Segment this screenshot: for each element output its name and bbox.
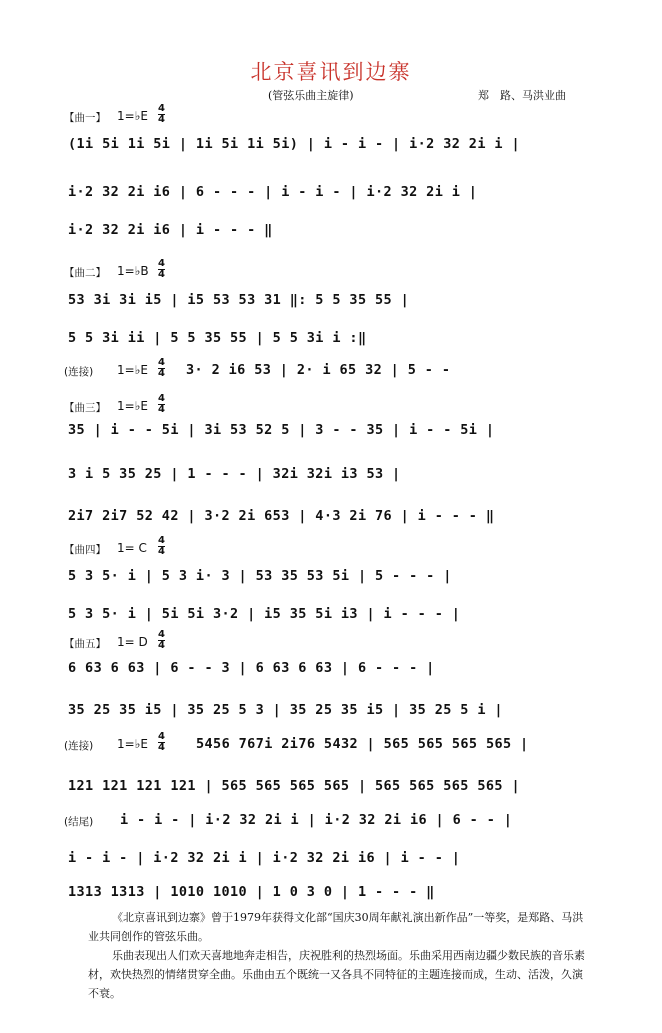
notation-line: 121 121 121 121 | 565 565 565 565 | 565 565 565 565 | — [68, 778, 520, 794]
time-signature-bottom: 4 — [158, 404, 165, 415]
key-signature: 1= C — [117, 541, 147, 555]
time-signature-bottom: 4 — [158, 114, 165, 125]
notation-line: i - i - | i·2 32 2i i | i·2 32 2i i6 | i - - | — [68, 850, 461, 866]
key-signature: 1=♭E — [117, 737, 148, 751]
time-signature-bottom: 4 — [158, 742, 165, 753]
key-signature: 1=♭E — [117, 399, 148, 413]
time-signature-top: 4 — [158, 629, 165, 640]
notation-line: 5 5 3i ii | 5 5 35 55 | 5 5 3i i :‖ — [68, 330, 367, 346]
time-signature-bottom: 4 — [158, 269, 165, 280]
key-signature: 1= D — [117, 635, 148, 649]
notation-line: (1i 5i 1i 5i | 1i 5i 1i 5i) | i - i - | i·2 32 2i i | — [68, 136, 520, 152]
section-label: (连接) — [64, 366, 94, 378]
time-signature-top: 4 — [158, 731, 165, 742]
score-subtitle: (管弦乐曲主旋律) — [268, 89, 354, 102]
description — [88, 908, 588, 1003]
notation-line: 6 63 6 63 | 6 - - 3 | 6 63 6 63 | 6 - - - | — [68, 660, 435, 676]
notation-line: 5 3 5· i | 5 3 i· 3 | 53 35 53 5i | 5 - - - | — [68, 568, 452, 584]
section-label: 【曲一】 — [64, 112, 106, 124]
score-title: 北京喜讯到边寨 — [250, 60, 412, 84]
description-paragraph-1: 《北京喜讯到边寨》曾于1979年获得文化部“国庆30周年献礼演出新作品”一等奖，是郑路、马洪业共同创作的管弦乐曲。 — [88, 911, 584, 943]
time-signature — [158, 104, 165, 125]
notation-line: 5456 767i 2i76 5432 | 565 565 565 565 | — [196, 736, 529, 752]
section-label: (连接) — [64, 740, 94, 752]
notation-line: i·2 32 2i i6 | i - - - ‖ — [68, 222, 273, 238]
time-signature — [158, 259, 165, 280]
notation-line: 35 25 35 i5 | 35 25 5 3 | 35 25 35 i5 | 35 25 5 i | — [68, 702, 503, 718]
notation-line: 35 | i - - 5i | 3i 53 52 5 | 3 - - 35 | i - - 5i | — [68, 422, 495, 438]
time-signature — [158, 732, 165, 753]
notation-line: 2i7 2i7 52 42 | 3·2 2i 653 | 4·3 2i 76 | i - - - ‖ — [68, 508, 495, 524]
description-paragraph-2: 乐曲表现出人们欢天喜地地奔走相告，庆祝胜利的热烈场面。乐曲采用西南边疆少数民族的音乐素材，欢快热烈的情绪贯穿全曲。乐曲由五个既统一又各具不同特征的主题连接而成，生动、活泼，久演不衰。 — [88, 949, 585, 1000]
notation-line: 3· 2 i6 53 | 2· i 65 32 | 5 - - — [186, 362, 451, 378]
notation-line: 5 3 5· i | 5i 5i 3·2 | i5 35 5i i3 | i - - - | — [68, 606, 461, 622]
time-signature-top: 4 — [158, 535, 165, 546]
key-signature: 1=♭E — [117, 363, 148, 377]
section-label: 【曲五】 — [64, 638, 106, 650]
time-signature-bottom: 4 — [158, 368, 165, 379]
notation-line: 53 3i 3i i5 | i5 53 53 31 ‖: 5 5 35 55 | — [68, 292, 410, 308]
notation-line: 3 i 5 35 25 | 1 - - - | 32i 32i i3 53 | — [68, 466, 401, 482]
notation-line: i·2 32 2i i6 | 6 - - - | i - i - | i·2 32 2i i | — [68, 184, 478, 200]
time-signature-top: 4 — [158, 393, 165, 404]
time-signature — [158, 536, 165, 557]
time-signature — [158, 394, 165, 415]
time-signature-top: 4 — [158, 357, 165, 368]
time-signature-top: 4 — [158, 103, 165, 114]
key-signature: 1=♭E — [117, 109, 148, 123]
notation-line: 1313 1313 | 1010 1010 | 1 0 3 0 | 1 - - - ‖ — [68, 884, 435, 900]
time-signature — [158, 358, 165, 379]
key-signature: 1=♭B — [117, 264, 149, 278]
notation-line: i - i - | i·2 32 2i i | i·2 32 2i i6 | 6 - - | — [120, 812, 513, 828]
section-label: 【曲四】 — [64, 544, 106, 556]
time-signature — [158, 630, 165, 651]
composer-credit: 郑 路、马洪业曲 — [478, 89, 566, 102]
section-label: 【曲二】 — [64, 267, 106, 279]
section-label: 【曲三】 — [64, 402, 106, 414]
time-signature-top: 4 — [158, 258, 165, 269]
section-label: (结尾) — [64, 816, 94, 828]
time-signature-bottom: 4 — [158, 546, 165, 557]
time-signature-bottom: 4 — [158, 640, 165, 651]
